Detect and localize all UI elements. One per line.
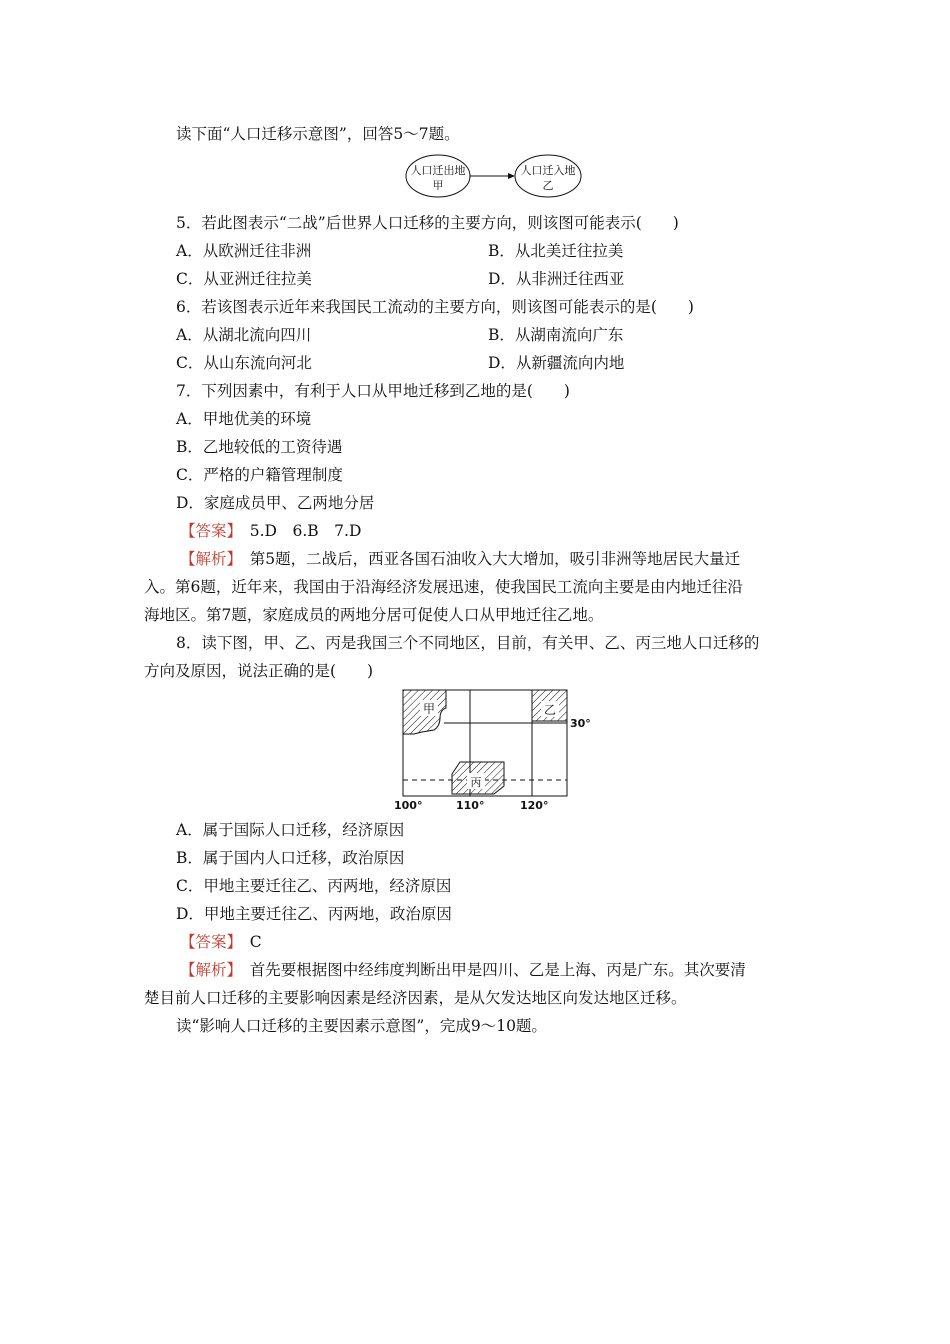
q8-option-d: D．甲地主要迁往乙、丙两地，政治原因 xyxy=(176,905,452,923)
answer-5-7 xyxy=(180,521,361,541)
source-label-1: 人口迁出地 xyxy=(410,164,466,177)
q8-option-c: C．甲地主要迁往乙、丙两地，经济原因 xyxy=(176,877,452,895)
region-map xyxy=(394,686,594,812)
analysis-tag: 【解析】 xyxy=(180,961,235,979)
region-b-label: 乙 xyxy=(543,703,557,717)
q6-stem: 6．若该图表示近年来我国民工流动的主要方向，则该图可能表示的是( ) xyxy=(176,298,694,316)
source-label-2: 甲 xyxy=(432,179,444,192)
analysis-8-line-2: 楚目前人口迁移的主要影响因素是经济因素，是从欠发达地区向发达地区迁移。 xyxy=(144,989,687,1007)
q8-option-a: A．属于国际人口迁移，经济原因 xyxy=(176,821,405,839)
q5-option-a: A．从欧洲迁往非洲 xyxy=(176,242,312,260)
q6-option-c: C．从山东流向河北 xyxy=(176,354,312,372)
q6-option-b: B．从湖南流向广东 xyxy=(488,326,624,344)
answer-tag: 【答案】 xyxy=(180,933,235,951)
target-label-2: 乙 xyxy=(542,179,554,192)
lon-label-110: 110° xyxy=(456,799,485,812)
region-c-label: 丙 xyxy=(470,776,482,789)
analysis-8-line-1 xyxy=(180,960,746,980)
analysis-text: 首先要根据图中经纬度判断出甲是四川、乙是上海、丙是广东。其次要清 xyxy=(234,961,746,979)
lat-label-30: 30° xyxy=(570,717,591,730)
q7-option-a: A．甲地优美的环境 xyxy=(176,410,312,428)
q8-stem-line-2: 方向及原因，说法正确的是( ) xyxy=(144,662,374,680)
answer-tag: 【答案】 xyxy=(180,522,235,540)
lon-label-120: 120° xyxy=(520,799,549,812)
analysis-tag: 【解析】 xyxy=(180,550,235,568)
answer-text: C xyxy=(234,933,262,951)
analysis-text: 第5题，二战后，西亚各国石油收入大大增加，吸引非洲等地居民大量迁 xyxy=(234,550,741,568)
q7-stem: 7．下列因素中，有利于人口从甲地迁移到乙地的是( ) xyxy=(176,382,570,400)
lon-label-100: 100° xyxy=(394,799,423,812)
analysis-5-7-line-3: 海地区。第7题，家庭成员的两地分居可促使人口从甲地迁往乙地。 xyxy=(144,606,604,624)
q7-option-c: C．严格的户籍管理制度 xyxy=(176,466,343,484)
intro-5-7: 读下面“人口迁移示意图”，回答5～7题。 xyxy=(176,125,460,143)
q5-option-d: D．从非洲迁往西亚 xyxy=(488,270,625,288)
q8-option-b: B．属于国内人口迁移，政治原因 xyxy=(176,849,405,867)
migration-flow-diagram xyxy=(404,151,586,201)
answer-text: 5.D 6.B 7.D xyxy=(234,522,362,540)
q5-option-b: B．从北美迁往拉美 xyxy=(488,242,624,260)
q7-option-d: D．家庭成员甲、乙两地分居 xyxy=(176,494,375,512)
analysis-5-7-line-1 xyxy=(180,549,740,569)
q7-option-b: B．乙地较低的工资待遇 xyxy=(176,438,343,456)
target-label-1: 人口迁入地 xyxy=(520,164,576,177)
analysis-5-7-line-2: 入。第6题，近年来，我国由于沿海经济发展迅速，使我国民工流向主要是由内地迁往沿 xyxy=(144,578,743,596)
region-a-label: 甲 xyxy=(422,702,436,716)
intro-9-10: 读“影响人口迁移的主要因素示意图”，完成9～10题。 xyxy=(176,1017,547,1035)
q5-stem: 5．若此图表示“二战”后世界人口迁移的主要方向，则该图可能表示( ) xyxy=(176,214,679,232)
answer-8 xyxy=(180,932,262,952)
flow-arrow-head xyxy=(508,173,515,179)
q5-option-c: C．从亚洲迁往拉美 xyxy=(176,270,312,288)
q6-option-a: A．从湖北流向四川 xyxy=(176,326,312,344)
q6-option-d: D．从新疆流向内地 xyxy=(488,354,625,372)
q8-stem-line-1: 8．读下图，甲、乙、丙是我国三个不同地区，目前，有关甲、乙、丙三地人口迁移的 xyxy=(176,634,760,652)
